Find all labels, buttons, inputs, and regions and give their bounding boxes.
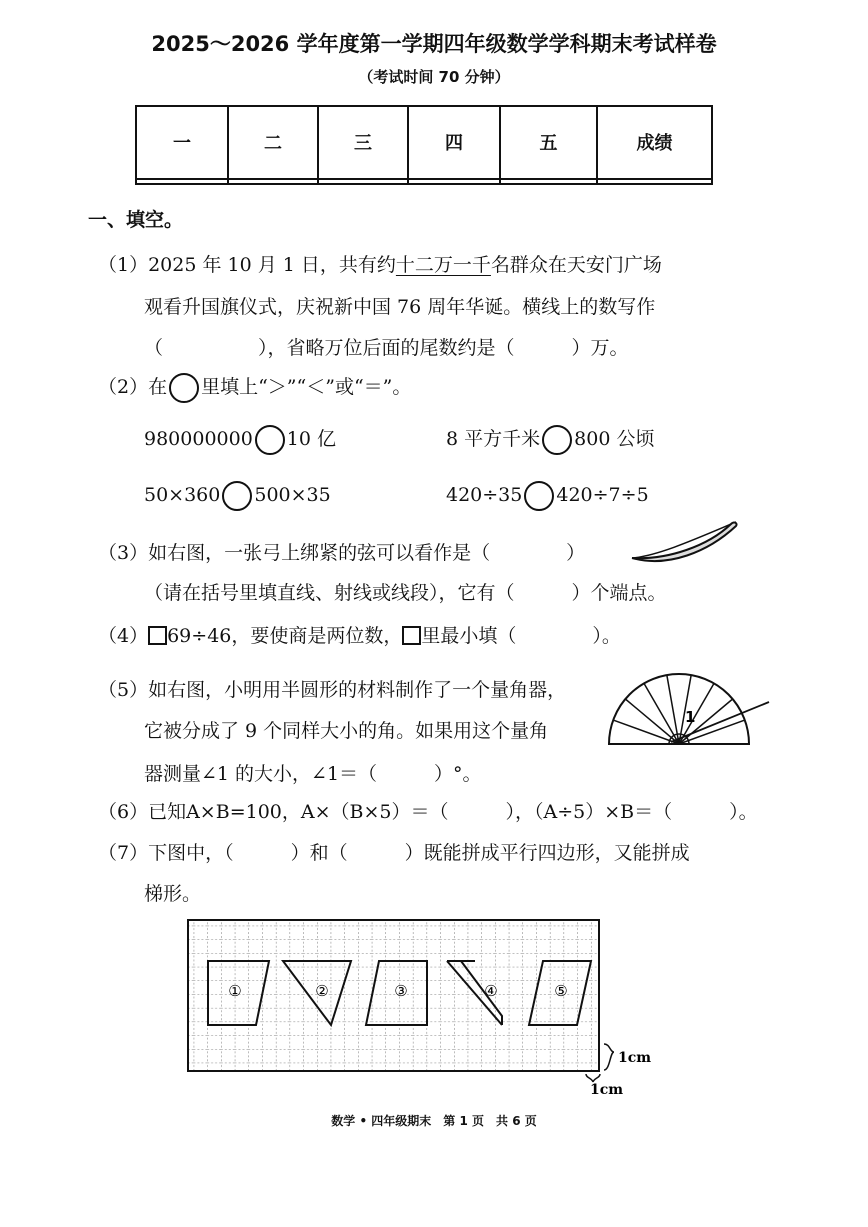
score-header-2: 二: [228, 106, 318, 179]
q1-text-b: 名群众在天安门广场: [490, 254, 662, 276]
score-header-total: 成绩: [597, 106, 712, 179]
q4-text-a: （4）: [98, 625, 149, 647]
q2-item-2: [446, 424, 654, 455]
q2-item-2-right: 800 公顷: [574, 428, 655, 450]
protractor-ray: [625, 699, 679, 744]
q3-line1: （3）如右图，一张弓上绑紧的弦可以看作是（ ）: [98, 542, 586, 564]
score-cell-3[interactable]: [318, 179, 408, 184]
score-cell-4[interactable]: [408, 179, 500, 184]
score-table: [135, 105, 713, 185]
q2-line1: [98, 372, 411, 403]
q2-text-a: （2）在: [98, 376, 168, 398]
score-cell-2[interactable]: [228, 179, 318, 184]
answer-circle[interactable]: [542, 425, 572, 455]
unit-label-horizontal: 1cm: [590, 1082, 624, 1097]
q2-item-3-left: 50×360: [144, 484, 221, 506]
score-header-3: 三: [318, 106, 408, 179]
exam-duration: （考试时间 70 分钟）: [358, 68, 510, 86]
unit-brace-vertical: [604, 1044, 614, 1070]
answer-circle[interactable]: [222, 481, 252, 511]
score-header-4: 四: [408, 106, 500, 179]
page-title: 2025～2026 学年度第一学期四年级数学学科期末考试样卷: [151, 32, 717, 56]
q2-item-3-right: 500×35: [254, 484, 331, 506]
q2-item-3: [144, 481, 331, 511]
score-cell-5[interactable]: [500, 179, 597, 184]
answer-circle[interactable]: [524, 481, 554, 511]
page-footer: 数学 • 四年级期末 第 1 页 共 6 页: [331, 1114, 537, 1128]
angle-1-label: 1: [685, 708, 696, 726]
answer-circle[interactable]: [255, 425, 285, 455]
q4-line: [98, 621, 621, 648]
q2-item-4: [446, 481, 649, 511]
q2-item-1: [144, 424, 336, 455]
q1-line3: （ ），省略万位后面的尾数约是（ ）万。: [144, 337, 629, 359]
q4-text-b: 69÷46，要使商是两位数，: [167, 625, 403, 647]
q2-text-b: 里填上“＞”“＜”或“＝”。: [201, 376, 412, 398]
score-header-5: 五: [500, 106, 597, 179]
q1-text-a: （1）2025 年 10 月 1 日，共有约: [98, 254, 396, 276]
digit-box[interactable]: [148, 626, 167, 645]
q4-text-c: 里最小填（ ）。: [421, 625, 621, 647]
compare-circle-icon: [169, 373, 199, 403]
unit-label-vertical: 1cm: [618, 1050, 652, 1066]
shapes-grid-figure: [180, 912, 670, 1097]
q7-line1: （7）下图中，（ ）和（ ）既能拼成平行四边形，又能拼成: [98, 842, 690, 864]
q5-line3: 器测量∠1 的大小，∠1＝（ ）°。: [144, 763, 482, 785]
q3-line2: （请在括号里填直线、射线或线段），它有（ ）个端点。: [144, 582, 667, 604]
shape-3-label: ③: [394, 982, 408, 1000]
q5-line1: （5）如右图，小明用半圆形的材料制作了一个量角器，: [98, 679, 567, 701]
shape-4-label: ④: [484, 982, 498, 1000]
score-header-1: 一: [136, 106, 228, 179]
q1-line1: [98, 250, 662, 277]
score-cell-total[interactable]: [597, 179, 712, 184]
q2-item-1-right: 10 亿: [286, 428, 337, 450]
score-table-blank-row: [136, 179, 712, 184]
score-cell-1[interactable]: [136, 179, 228, 184]
q2-item-2-left: 8 平方千米: [446, 428, 541, 450]
q2-item-4-left: 420÷35: [446, 484, 523, 506]
protractor-figure: [604, 664, 774, 750]
q2-item-4-right: 420÷7÷5: [556, 484, 649, 506]
shape-2-label: ②: [315, 982, 329, 1000]
q6-line: （6）已知A×B=100，A×（B×5）＝（ ），（A÷5）×B＝（ ）。: [98, 801, 758, 823]
section-heading: 一、填空。: [88, 209, 184, 231]
bow-figure: [628, 518, 740, 566]
q2-item-1-left: 980000000: [144, 428, 253, 450]
q1-underlined-number: 十二万一千: [395, 254, 491, 276]
protractor-ray: [613, 720, 679, 744]
q5-line2: 它被分成了 9 个同样大小的角。如果用这个量角: [144, 720, 549, 742]
unit-brace-horizontal: [586, 1074, 600, 1082]
shape-5-label: ⑤: [554, 982, 568, 1000]
score-table-header-row: [136, 106, 712, 179]
shape-1-label: ①: [228, 982, 242, 1000]
digit-box-reference: [402, 626, 421, 645]
q1-line2: 观看升国旗仪式，庆祝新中国 76 周年华诞。横线上的数写作: [144, 296, 656, 318]
q7-line2: 梯形。: [144, 883, 202, 905]
